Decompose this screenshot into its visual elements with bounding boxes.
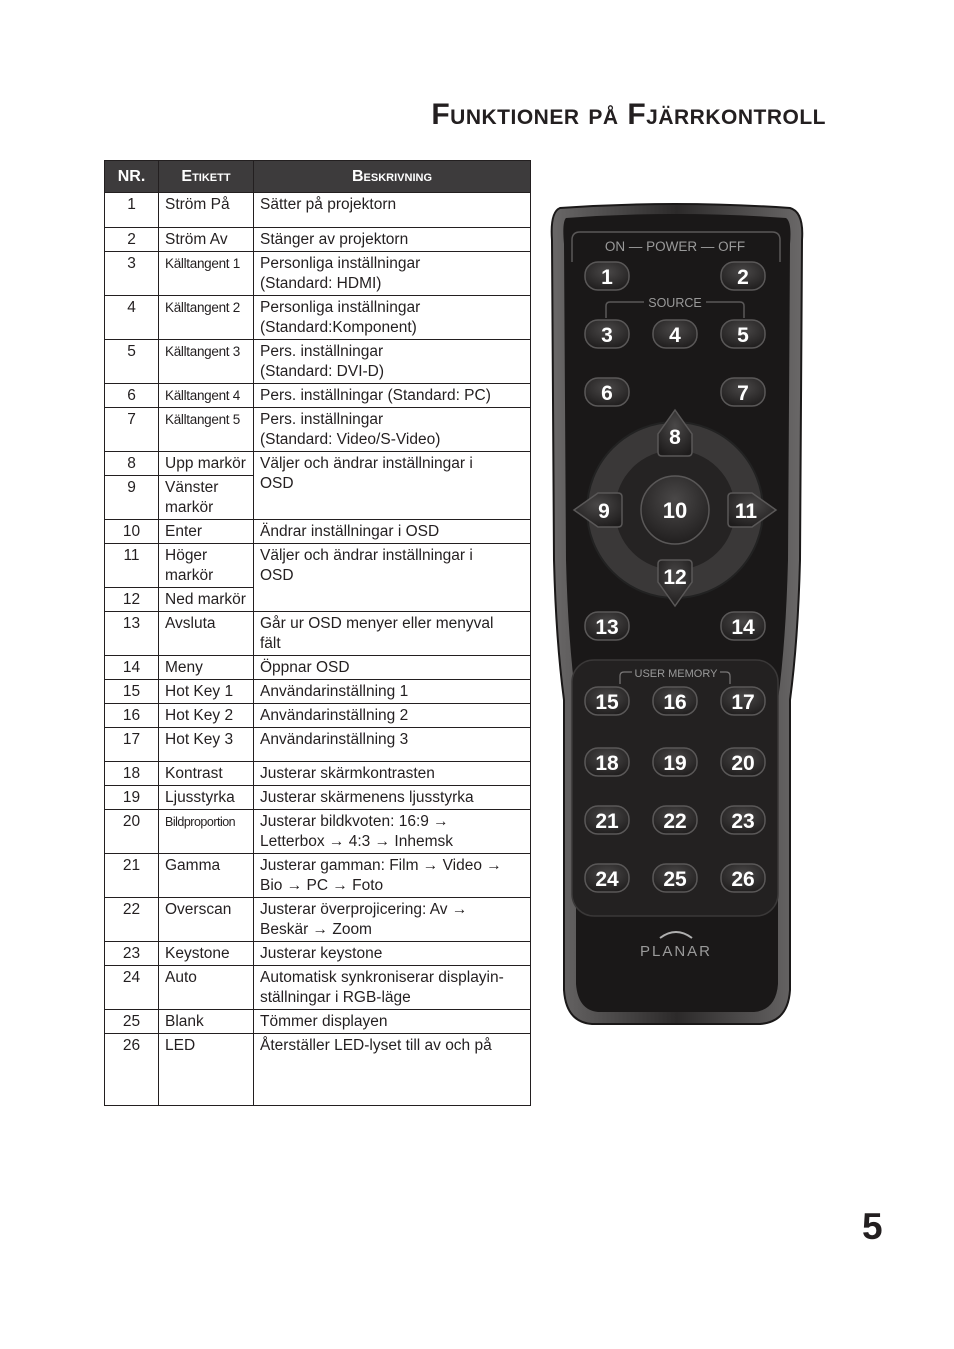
row-nr: 21 xyxy=(105,854,159,898)
table-row xyxy=(105,656,531,680)
row-description-line: Väljer och ändrar inställningar i xyxy=(260,547,473,564)
remote-button-4[interactable] xyxy=(653,320,697,348)
row-description-line: Bio → PC → Foto xyxy=(260,877,384,894)
row-description-line: (Standard: DVI-D) xyxy=(260,363,385,380)
row-description-line: fält xyxy=(260,635,281,652)
row-label: Avsluta xyxy=(159,612,254,656)
table-row xyxy=(105,728,531,762)
row-nr: 23 xyxy=(105,942,159,966)
row-description-line: Pers. inställningar xyxy=(260,411,384,428)
remote-button-3[interactable] xyxy=(585,320,629,348)
row-description xyxy=(254,810,531,854)
table-row xyxy=(105,228,531,252)
row-description-line: Personliga inställningar xyxy=(260,255,421,272)
remote-button-label: 9 xyxy=(598,500,610,523)
remote-button-label: 10 xyxy=(662,498,688,523)
table-row xyxy=(105,786,531,810)
row-nr: 10 xyxy=(105,520,159,544)
remote-button-label: 11 xyxy=(734,500,758,523)
row-label: Kontrast xyxy=(159,762,254,786)
remote-button-label: 26 xyxy=(731,868,755,891)
table-row xyxy=(105,193,531,228)
row-description-line: OSD xyxy=(260,567,294,584)
row-label: Keystone xyxy=(159,942,254,966)
remote-button-label: 13 xyxy=(595,616,619,639)
remote-button-15[interactable] xyxy=(585,687,629,715)
table-row xyxy=(105,680,531,704)
row-description: Användarinställning 1 xyxy=(254,680,531,704)
brand-logo: PLANAR xyxy=(639,943,713,960)
row-description xyxy=(254,544,531,612)
row-description-line: OSD xyxy=(260,475,294,492)
remote-button-label: 16 xyxy=(663,691,687,714)
row-description xyxy=(254,612,531,656)
remote-functions-table xyxy=(104,160,531,1106)
row-nr: 25 xyxy=(105,1010,159,1034)
row-label-line: markör xyxy=(165,567,214,584)
row-nr: 2 xyxy=(105,228,159,252)
row-nr: 16 xyxy=(105,704,159,728)
row-description-line: Justerar bildkvoten: 16:9 → xyxy=(260,813,449,830)
remote-button-label: 19 xyxy=(663,752,687,775)
remote-button-2[interactable] xyxy=(721,262,765,290)
remote-button-label: 24 xyxy=(595,868,619,891)
header-label: Etikett xyxy=(159,161,254,193)
row-label: Gamma xyxy=(159,854,254,898)
row-nr: 11 xyxy=(105,544,159,588)
remote-button-label: 22 xyxy=(663,810,687,833)
remote-button-label: 18 xyxy=(595,752,619,775)
row-nr: 17 xyxy=(105,728,159,762)
remote-button-17[interactable] xyxy=(721,687,765,715)
header-nr: NR. xyxy=(105,161,159,193)
table-row xyxy=(105,252,531,296)
row-nr: 26 xyxy=(105,1034,159,1106)
remote-button-label: 3 xyxy=(601,324,613,347)
remote-button-label: 4 xyxy=(669,324,681,347)
table-row xyxy=(105,384,531,408)
row-description-line: Letterbox → 4:3 → Inhemsk xyxy=(260,833,453,850)
table-row xyxy=(105,1010,531,1034)
row-label: Hot Key 1 xyxy=(159,680,254,704)
remote-button-label: 14 xyxy=(731,616,755,639)
row-nr: 13 xyxy=(105,612,159,656)
row-description-line: Beskär → Zoom xyxy=(260,921,372,938)
remote-button-14[interactable] xyxy=(721,612,765,640)
remote-button-20[interactable] xyxy=(721,748,765,776)
row-nr: 19 xyxy=(105,786,159,810)
row-nr: 22 xyxy=(105,898,159,942)
row-label: Källtangent 5 xyxy=(159,408,254,452)
row-description: Justerar skärmenens ljusstyrka xyxy=(254,786,531,810)
table-row xyxy=(105,898,531,942)
row-description xyxy=(254,966,531,1010)
row-nr: 9 xyxy=(105,476,159,520)
row-description-line: (Standard: Video/S-Video) xyxy=(260,431,441,448)
row-nr: 15 xyxy=(105,680,159,704)
row-label: Enter xyxy=(159,520,254,544)
remote-control-illustration xyxy=(540,200,810,1030)
row-label xyxy=(159,476,254,520)
row-description xyxy=(254,854,531,898)
row-label: Overscan xyxy=(159,898,254,942)
row-label: LED xyxy=(159,1034,254,1106)
row-description: Justerar keystone xyxy=(254,942,531,966)
remote-button-7[interactable] xyxy=(721,378,765,406)
row-nr: 7 xyxy=(105,408,159,452)
table-row xyxy=(105,762,531,786)
row-label: Hot Key 3 xyxy=(159,728,254,762)
row-label: Ned markör xyxy=(159,588,254,612)
row-label: Källtangent 2 xyxy=(159,296,254,340)
remote-button-label: 17 xyxy=(731,691,755,714)
row-label: Bildproportion xyxy=(159,810,254,854)
row-description xyxy=(254,452,531,520)
remote-button-18[interactable] xyxy=(585,748,629,776)
remote-button-label: 23 xyxy=(731,810,755,833)
row-label-line: Höger xyxy=(165,547,208,564)
row-nr: 6 xyxy=(105,384,159,408)
row-description: Pers. inställningar (Standard: PC) xyxy=(254,384,531,408)
row-nr: 3 xyxy=(105,252,159,296)
user-memory-label: USER MEMORY xyxy=(634,668,718,680)
power-label: ON — POWER — OFF xyxy=(604,239,746,254)
remote-button-26[interactable] xyxy=(721,864,765,892)
row-description-line: Personliga inställningar xyxy=(260,299,421,316)
row-label: Ström Av xyxy=(159,228,254,252)
row-label: Meny xyxy=(159,656,254,680)
row-nr: 8 xyxy=(105,452,159,476)
table-header-row xyxy=(105,161,531,193)
row-description-line: (Standard: HDMI) xyxy=(260,275,382,292)
remote-button-6[interactable] xyxy=(585,378,629,406)
row-label: Ström På xyxy=(159,193,254,228)
table-row xyxy=(105,704,531,728)
remote-button-label: 20 xyxy=(731,752,755,775)
remote-button-10[interactable] xyxy=(641,476,709,544)
remote-button-16[interactable] xyxy=(653,687,697,715)
page-title: Funktioner på Fjärrkontroll xyxy=(431,98,826,131)
table-row xyxy=(105,408,531,452)
table-row xyxy=(105,966,531,1010)
remote-button-13[interactable] xyxy=(585,612,629,640)
remote-button-label: 2 xyxy=(737,266,749,289)
row-description xyxy=(254,296,531,340)
table-row xyxy=(105,612,531,656)
row-nr: 14 xyxy=(105,656,159,680)
row-description: Tömmer displayen xyxy=(254,1010,531,1034)
row-description xyxy=(254,898,531,942)
row-label: Källtangent 4 xyxy=(159,384,254,408)
row-description: Användarinställning 3 xyxy=(254,728,531,762)
row-label-line: markör xyxy=(165,499,214,516)
source-label: SOURCE xyxy=(648,296,702,310)
row-nr: 1 xyxy=(105,193,159,228)
row-nr: 4 xyxy=(105,296,159,340)
row-description: Användarinställning 2 xyxy=(254,704,531,728)
row-label: Källtangent 1 xyxy=(159,252,254,296)
table-row xyxy=(105,544,531,588)
remote-button-19[interactable] xyxy=(653,748,697,776)
table-row xyxy=(105,1034,531,1106)
row-nr: 18 xyxy=(105,762,159,786)
row-label: Auto xyxy=(159,966,254,1010)
remote-button-label: 7 xyxy=(737,382,749,405)
row-label-line: Vänster xyxy=(165,479,219,496)
page-number: 5 xyxy=(862,1206,883,1247)
row-description xyxy=(254,408,531,452)
table-row xyxy=(105,520,531,544)
table-row xyxy=(105,810,531,854)
remote-button-24[interactable] xyxy=(585,864,629,892)
row-nr: 24 xyxy=(105,966,159,1010)
row-description-line: Pers. inställningar xyxy=(260,343,384,360)
row-description: Sätter på projektorn xyxy=(254,193,531,228)
row-label xyxy=(159,544,254,588)
row-label: Ljusstyrka xyxy=(159,786,254,810)
row-label: Blank xyxy=(159,1010,254,1034)
table-row xyxy=(105,942,531,966)
row-nr: 12 xyxy=(105,588,159,612)
row-description-line: Väljer och ändrar inställningar i xyxy=(260,455,473,472)
row-label: Upp markör xyxy=(159,452,254,476)
row-label: Källtangent 3 xyxy=(159,340,254,384)
remote-button-label: 25 xyxy=(663,868,687,891)
row-description: Öppnar OSD xyxy=(254,656,531,680)
row-description-line: Justerar överprojicering: Av → xyxy=(260,901,468,918)
remote-button-label: 6 xyxy=(601,382,613,405)
table-row xyxy=(105,452,531,476)
row-description: Ändrar inställningar i OSD xyxy=(254,520,531,544)
row-description: Stänger av projektorn xyxy=(254,228,531,252)
remote-button-label: 1 xyxy=(601,266,613,289)
row-description: Justerar skärmkontrasten xyxy=(254,762,531,786)
remote-button-23[interactable] xyxy=(721,806,765,834)
remote-button-label: 5 xyxy=(737,324,749,347)
remote-button-label: 21 xyxy=(595,810,619,833)
header-description: Beskrivning xyxy=(254,161,531,193)
remote-button-1[interactable] xyxy=(585,262,629,290)
row-nr: 5 xyxy=(105,340,159,384)
remote-button-label: 15 xyxy=(595,691,619,714)
row-description-line: Justerar gamman: Film → Video → xyxy=(260,857,502,874)
row-description-line: ställningar i RGB-läge xyxy=(260,989,411,1006)
row-description xyxy=(254,340,531,384)
row-nr: 20 xyxy=(105,810,159,854)
row-description: Återställer LED-lyset till av och på xyxy=(254,1034,531,1106)
row-description-line: (Standard:Komponent) xyxy=(260,319,417,336)
remote-button-5[interactable] xyxy=(721,320,765,348)
table-row xyxy=(105,296,531,340)
remote-button-label: 12 xyxy=(663,566,687,589)
row-description-line: Går ur OSD menyer eller menyval xyxy=(260,615,494,632)
remote-button-22[interactable] xyxy=(653,806,697,834)
row-description-line: Automatisk synkroniserar displayin- xyxy=(260,969,504,986)
remote-button-25[interactable] xyxy=(653,864,697,892)
table-row xyxy=(105,854,531,898)
remote-button-label: 8 xyxy=(669,426,681,449)
row-description xyxy=(254,252,531,296)
table-row xyxy=(105,340,531,384)
row-label: Hot Key 2 xyxy=(159,704,254,728)
remote-button-21[interactable] xyxy=(585,806,629,834)
